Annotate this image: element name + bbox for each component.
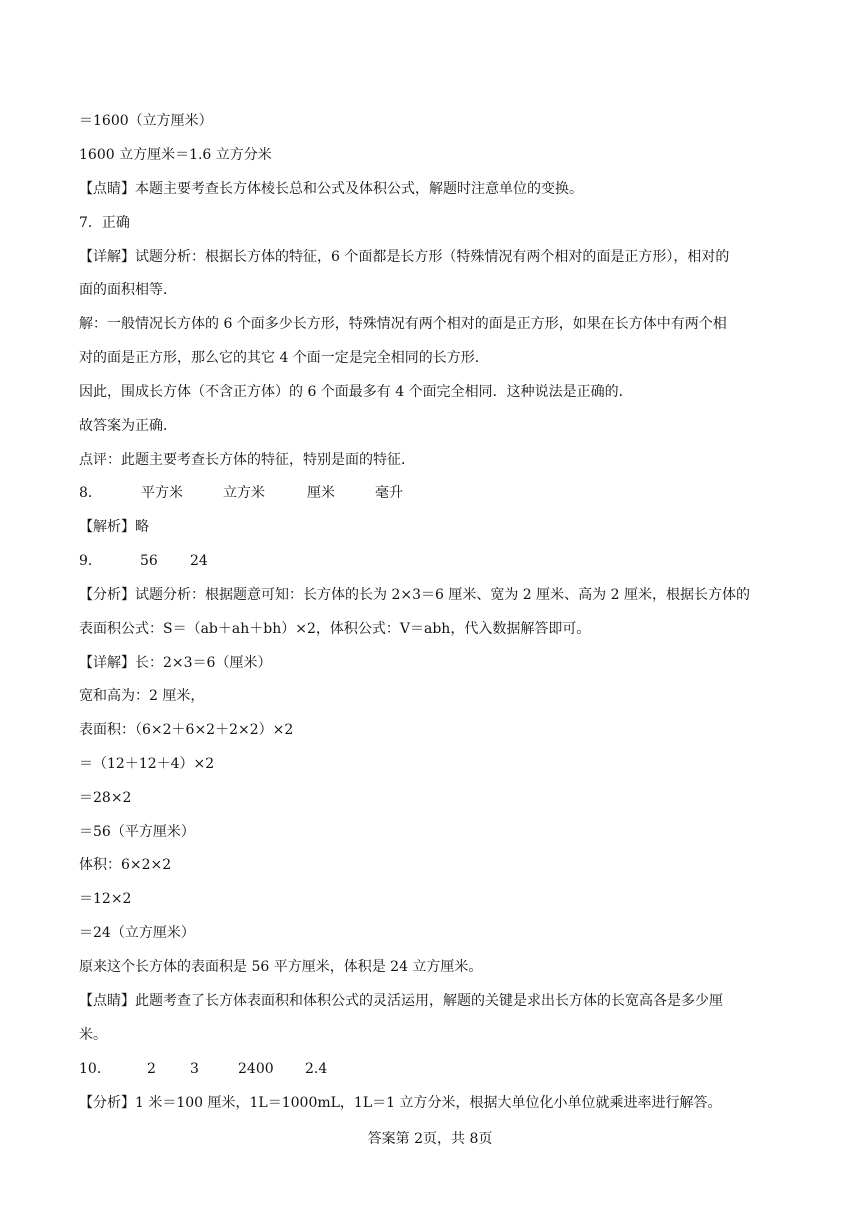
answer-blank: 平方米 — [141, 485, 183, 501]
text-line: 点评：此题主要考查长方体的特征，特别是面的特征． — [79, 452, 415, 468]
answer-blank: 24 — [190, 553, 208, 569]
text-line: 1600 立方厘米＝1.6 立方分米 — [79, 147, 272, 163]
answer-blank: 毫升 — [375, 485, 403, 501]
text-line: 表面积公式：S＝（ab＋ah＋bh）×2，体积公式：V＝abh，代入数据解答即可。 — [79, 621, 591, 637]
question-10-heading: 10． — [79, 1061, 111, 1077]
answer-blank: 56 — [140, 553, 158, 569]
answer-blank: 2 — [147, 1061, 156, 1077]
text-line: 原来这个长方体的表面积是 56 平方厘米，体积是 24 立方厘米。 — [79, 959, 483, 975]
answer-blank: 立方米 — [223, 485, 265, 501]
question-8-heading: 8． — [79, 485, 102, 501]
text-line: 面的面积相等． — [79, 282, 177, 298]
text-line: ＝12×2 — [79, 891, 132, 907]
text-line: ＝（12＋12＋4）×2 — [79, 756, 215, 772]
question-9-heading: 9． — [79, 553, 102, 569]
text-line: 表面积：（6×2＋6×2＋2×2）×2 — [79, 722, 294, 738]
text-line: 【详解】长：2×3＝6（厘米） — [79, 655, 272, 671]
text-line: 宽和高为：2 厘米， — [79, 688, 205, 704]
text-line: ＝1600（立方厘米） — [79, 113, 213, 129]
question-7-heading: 7．正确 — [79, 215, 130, 231]
text-line: ＝28×2 — [79, 790, 132, 806]
text-line: 【分析】试题分析：根据题意可知：长方体的长为 2×3＝6 厘米、宽为 2 厘米、高为 2 厘米，根据长方体的 — [79, 587, 750, 603]
text-line: 【详解】试题分析：根据长方体的特征，6 个面都是长方形（特殊情况有两个相对的面是正方形），相对的 — [79, 249, 730, 265]
text-line: 【点睛】本题主要考查长方体棱长总和公式及体积公式，解题时注意单位的变换。 — [79, 181, 583, 197]
answer-blank: 厘米 — [307, 485, 335, 501]
answer-blank: 2.4 — [305, 1061, 328, 1077]
page-footer: 答案第 2页，共 8页 — [367, 1131, 493, 1147]
text-line: 解：一般情况长方体的 6 个面多少长方形，特殊情况有两个相对的面是正方形，如果在长方体中有两个相 — [79, 316, 727, 332]
text-line: 对的面是正方形，那么它的其它 4 个面一定是完全相同的长方形． — [79, 350, 489, 366]
text-line: 【分析】1 米＝100 厘米，1L＝1000mL，1L＝1 立方分米，根据大单位化小单位就乘进率进行解答。 — [79, 1095, 722, 1111]
answer-blank: 3 — [190, 1061, 199, 1077]
text-line: 【解析】略 — [79, 519, 149, 535]
text-line: 体积：6×2×2 — [79, 857, 172, 873]
text-line: 米。 — [79, 1027, 107, 1043]
answer-blank: 2400 — [238, 1061, 274, 1077]
text-line: 因此，围成长方体（不含正方体）的 6 个面最多有 4 个面完全相同．这种说法是正确的． — [79, 384, 633, 400]
text-line: ＝24（立方厘米） — [79, 925, 195, 941]
text-line: ＝56（平方厘米） — [79, 824, 195, 840]
text-line: 【点睛】此题考查了长方体表面积和体积公式的灵活运用，解题的关键是求出长方体的长宽高各是多少厘 — [79, 993, 723, 1009]
text-line: 故答案为正确． — [79, 418, 177, 434]
